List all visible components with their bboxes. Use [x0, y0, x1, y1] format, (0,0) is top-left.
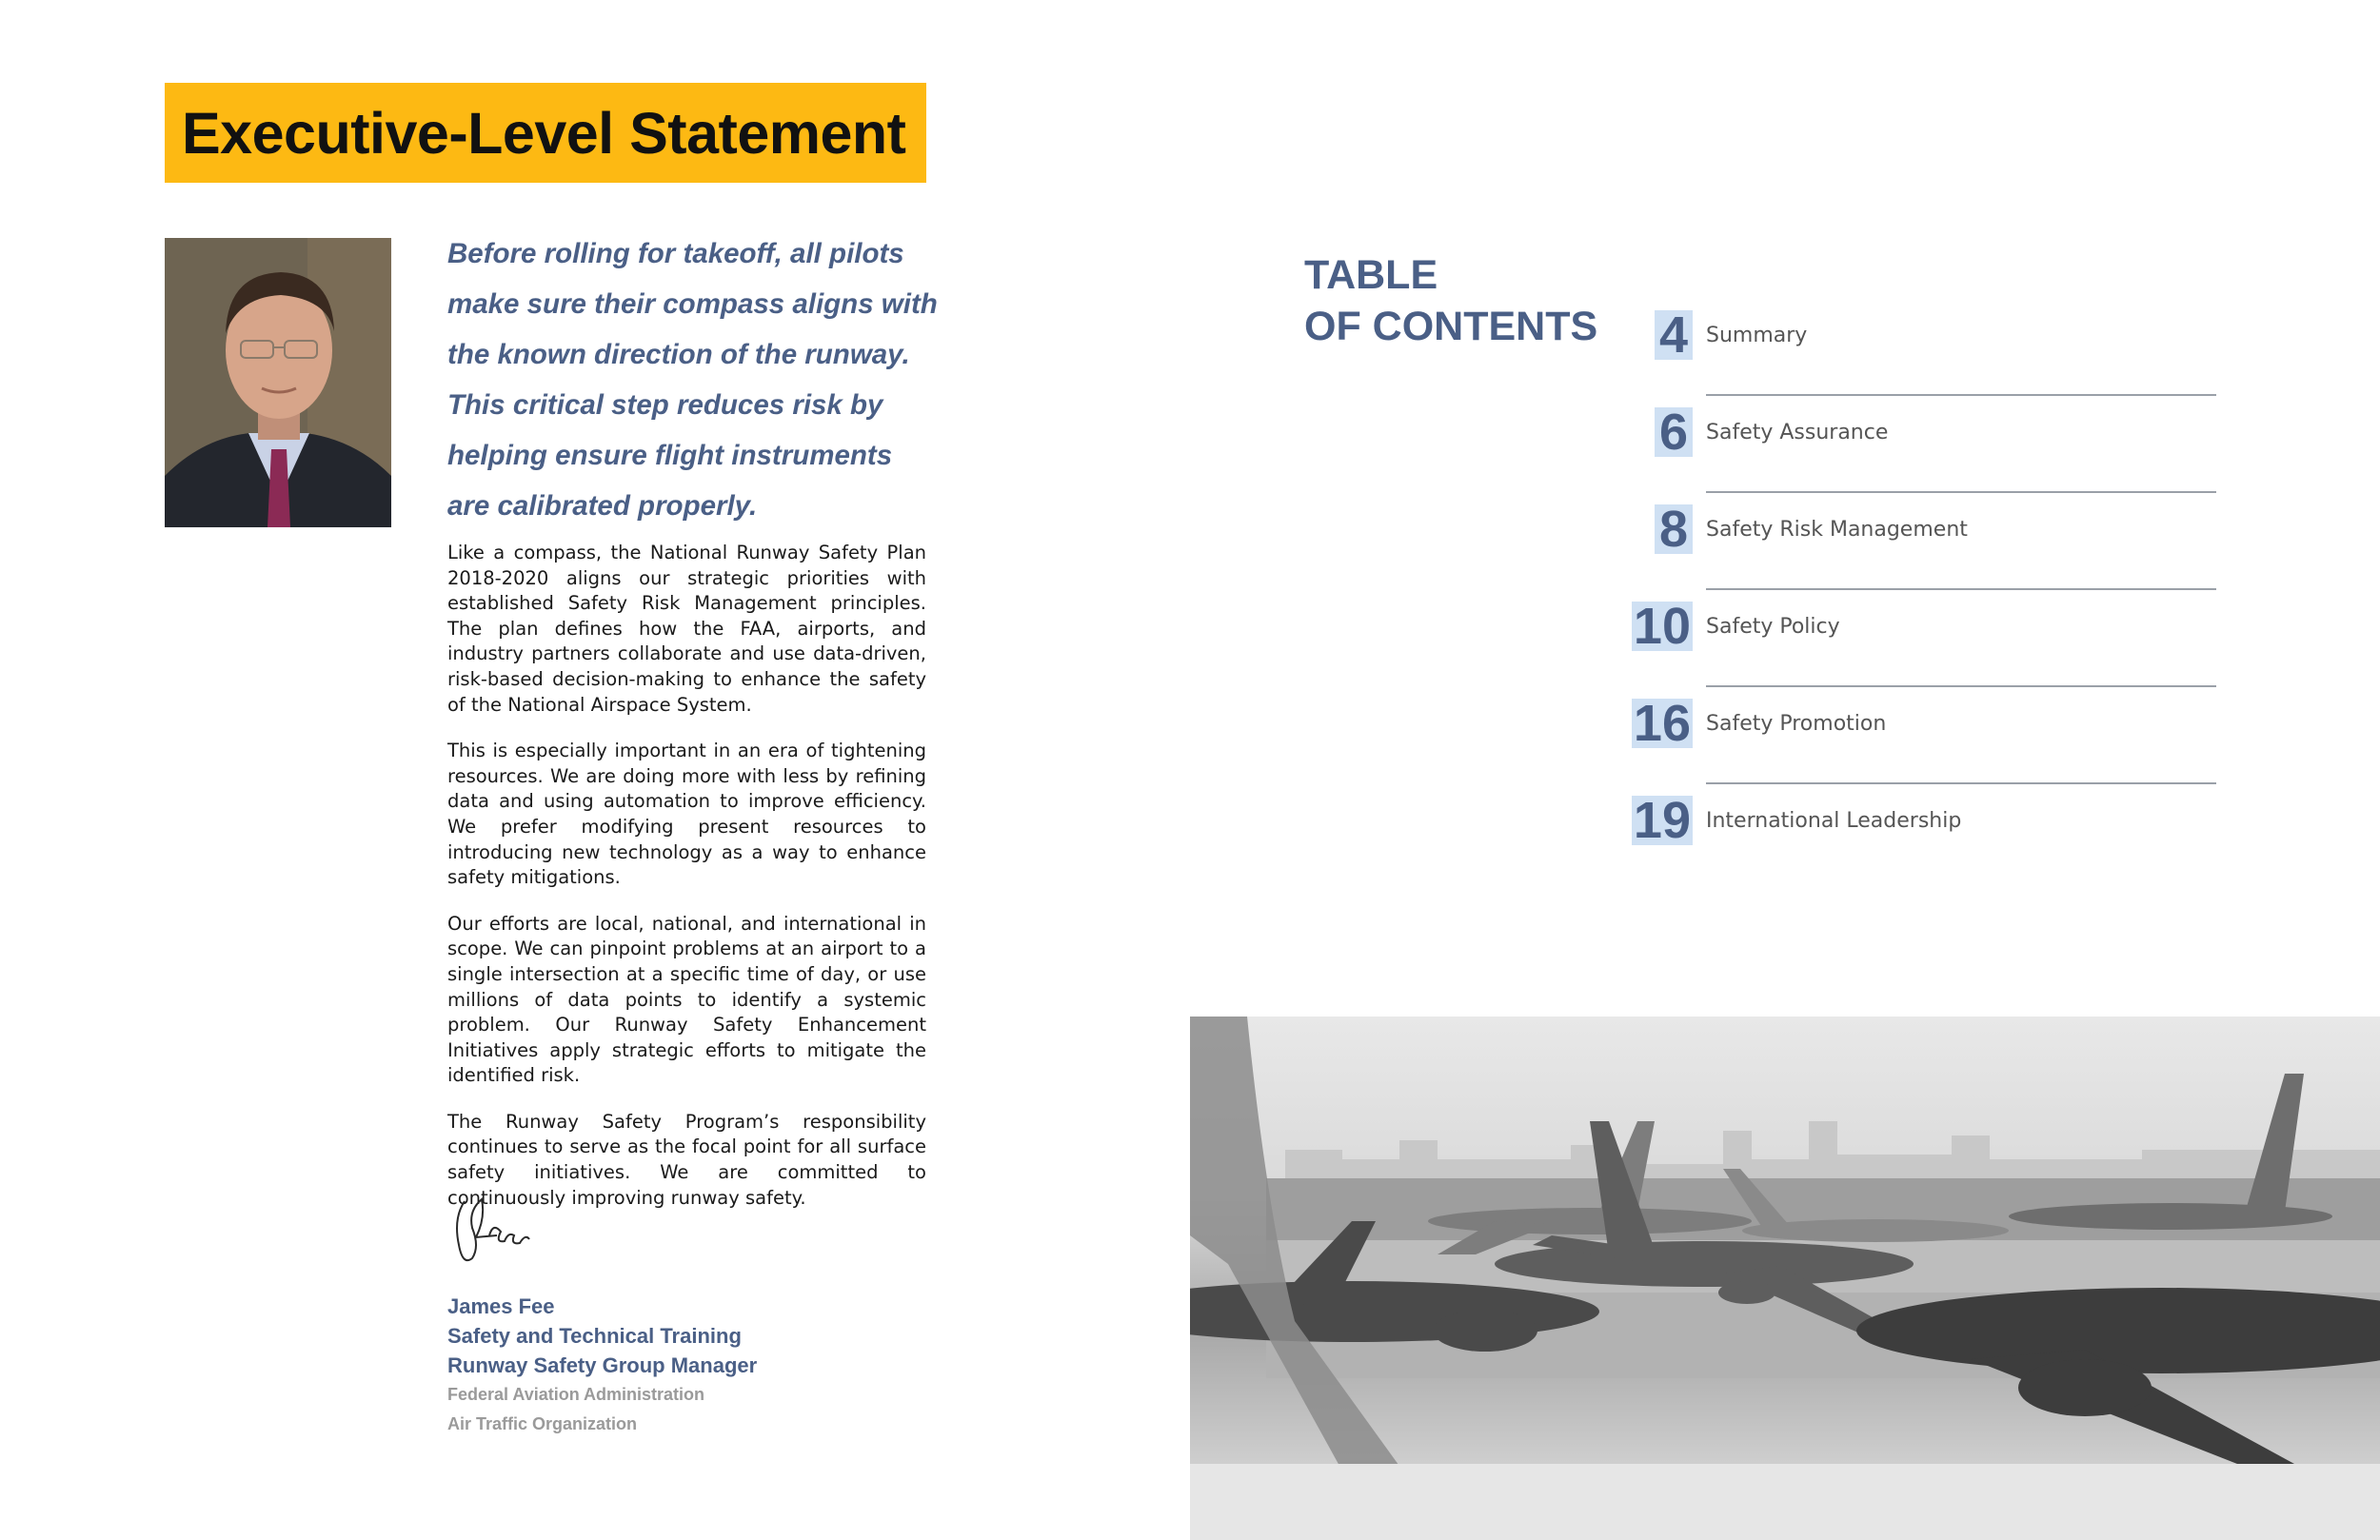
handwritten-signature — [447, 1190, 552, 1275]
quote-line: Before rolling for takeoff, all pilots — [447, 238, 904, 269]
toc-item[interactable] — [1609, 497, 2216, 594]
toc-page-number: 6 — [1655, 407, 1693, 457]
statement-body — [447, 541, 926, 1232]
quote-line: make sure their compass aligns with — [447, 288, 938, 320]
signer-title: Safety and Technical Training — [447, 1324, 742, 1348]
toc-item-label: Safety Assurance — [1706, 421, 1889, 444]
toc-page-number: 10 — [1633, 598, 1691, 655]
toc-item-label: Safety Policy — [1706, 615, 1840, 639]
toc-item-label: Safety Promotion — [1706, 712, 1887, 736]
toc-item[interactable] — [1609, 594, 2216, 691]
toc-item-label: Summary — [1706, 324, 1808, 347]
body-paragraph: Like a compass, the National Runway Safety Plan 2018-2020 aligns our strategic priorities with established Safety Risk Management principles. The plan defines how the FAA, airports, and industry partners collaborate and use data-driven, risk-based decision-making to enhance the safety of the National Airspace System. — [447, 542, 926, 716]
airplanes-image — [1190, 1017, 2380, 1540]
quote-line: the known direction of the runway. — [447, 339, 910, 370]
toc-item-label: International Leadership — [1706, 809, 1962, 833]
toc-page-number: 19 — [1633, 792, 1691, 849]
signer-title: Runway Safety Group Manager — [447, 1353, 758, 1377]
toc-divider — [1706, 491, 2216, 493]
toc-page-number: 16 — [1633, 695, 1691, 752]
toc-heading-line: TABLE — [1304, 252, 1438, 298]
toc-divider — [1706, 685, 2216, 687]
toc-divider — [1706, 782, 2216, 784]
quote-line: This critical step reduces risk by — [447, 389, 883, 421]
body-paragraph: Our efforts are local, national, and international in scope. We can pinpoint problems at an airport to a single intersection at a specific time of day, or use millions of data points to identify a systemic problem. Our Runway Safety Enhancement Initiatives apply strategic efforts to mitigate the identified risk. — [447, 912, 926, 1087]
quote-line: are calibrated properly. — [447, 490, 758, 522]
signature-block — [447, 1292, 757, 1439]
toc-item[interactable] — [1609, 691, 2216, 788]
toc-item[interactable] — [1609, 303, 2216, 400]
toc-heading — [1304, 249, 1597, 352]
signer-organization: Federal Aviation Administration — [447, 1385, 705, 1404]
toc-item-label: Safety Risk Management — [1706, 518, 1968, 542]
body-paragraph: The Runway Safety Program’s responsibility continues to serve as the focal point for all surface safety initiatives. We are committed to continuously improving runway safety. — [447, 1110, 926, 1209]
toc-divider — [1706, 394, 2216, 396]
airport-photo — [1190, 1017, 2380, 1540]
toc-page-number: 4 — [1655, 310, 1693, 360]
toc-item[interactable] — [1609, 788, 2216, 885]
quote-line: helping ensure flight instruments — [447, 440, 893, 471]
toc-heading-line: OF CONTENTS — [1304, 304, 1598, 349]
executive-portrait — [165, 238, 391, 527]
toc-divider — [1706, 588, 2216, 590]
toc-page-number: 8 — [1655, 504, 1693, 554]
signer-name: James Fee — [447, 1294, 555, 1318]
title-banner — [165, 83, 926, 183]
body-paragraph: This is especially important in an era of tightening resources. We are doing more with less by refining data and using automation to improve efficiency. We prefer modifying present resources to introducing new technology as a way to enhance safety mitigations. — [447, 740, 926, 889]
pull-quote — [447, 228, 942, 531]
signer-organization: Air Traffic Organization — [447, 1414, 638, 1433]
toc-item[interactable] — [1609, 400, 2216, 497]
portrait-image — [165, 238, 391, 527]
page-title: Executive-Level Statement — [182, 100, 906, 166]
